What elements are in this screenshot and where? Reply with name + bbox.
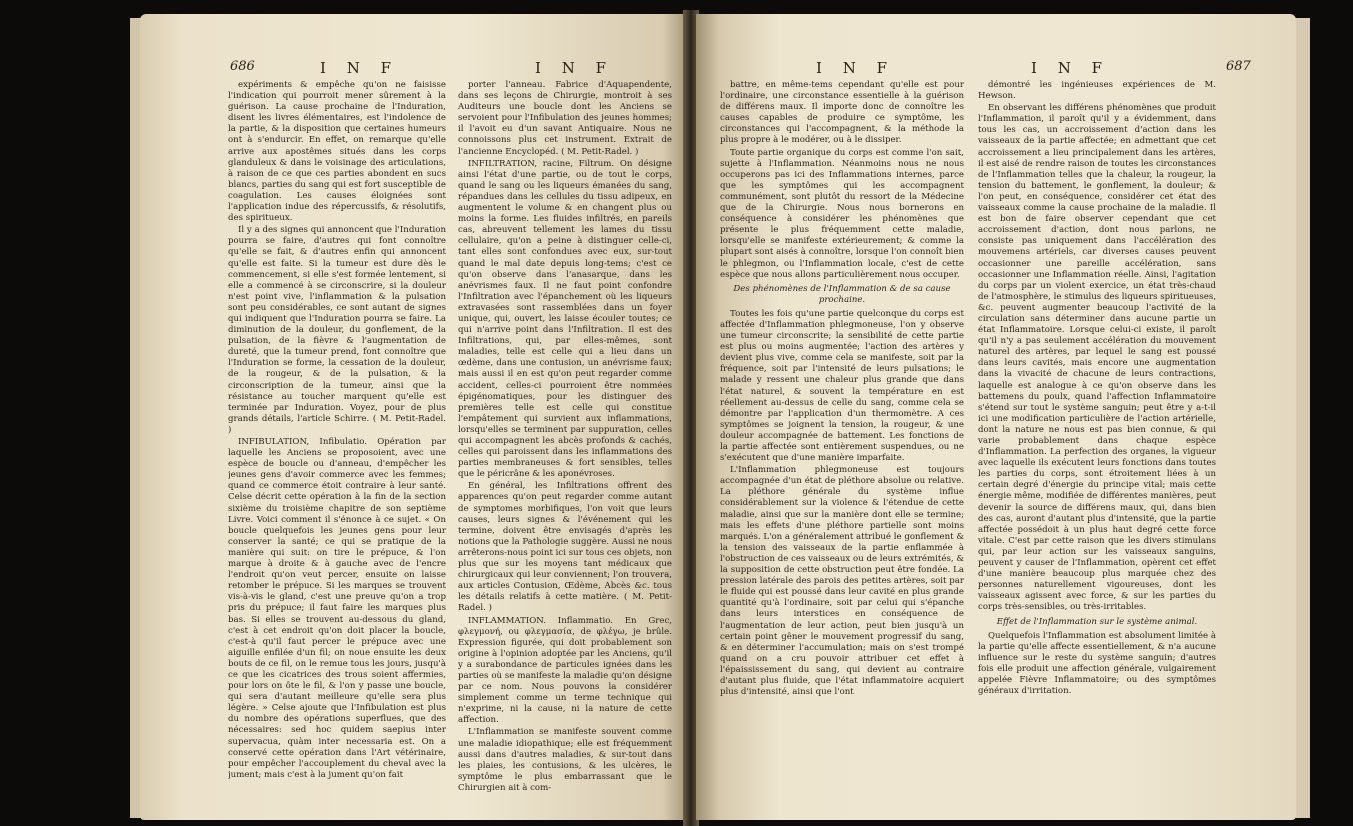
paragraph: L'Inflammation se manifeste souvent comme une maladie idiopathique; elle est fréquemment aussi dans d'autres maladies, & sur-tout dans les plaies, les contusions, & les ulcères, le symptôme le plus embarrassant que le Chirurgien ait à com- (458, 727, 672, 793)
paragraph: En observant les différens phénomènes que produit l'Inflammation, il paroît qu'il y a évidemment, dans tous les cas, un accroissement d'action dans les vaisseaux de la partie affectée; en admettant que cet accroissement a lieu principalement dans les artères, il est aisé de rendre raison de toutes les circonstances de l'Inflammation telles que la chaleur, la rougeur, la tension du battement, le gonflement, la douleur; & l'on peut, en conséquence, considérer cet état des vaisseaux comme la cause prochaine de la maladie. Il est bon de faire observer cependant que cet accroissement d'action, dont nous parlons, ne consiste pas uniquement dans l'accélération des mouvemens artériels, car diverses causes peuvent occasionner une pareille accélération, sans occasionner une Inflammation réelle. Ainsi, l'agitation du corps par un violent exercice, un état très-chaud de l'atmosphère, le stimulus des liqueurs spiritueuses, &c. peuvent augmenter beaucoup l'activité de la circulation sans déterminer dans aucune partie un état Inflammatoire. Lorsque celui-ci existe, il paroît qu'il n'y a pas seulement accélération du mouvement naturel des artères, par lequel le sang est poussé dans leurs cavités, mais encore une augmentation dans la vivacité de chacune de leurs contractions, laquelle est analogue à ce qu'on observe dans les battemens du poulx, quand l'affection Inflammatoire s'étend sur tout le système sanguin; peut être y a-t-il ici une modification particulière de l'action artérielle, dont la nature ne nous est pas bien connue, & qui varie probablement dans chaque espèce d'Inflammation. La perfection des organes, la vigueur avec laquelle ils exécutent leurs fonctions dans toutes les parties du corps, sont étroitement liées à un certain degré d'énergie du principe vital; mais cette énergie même, modifiée de différentes manières, peut devenir la source de différens maux, qui, dans bien des cas, auront d'autant plus d'intensité, que la partie affectée possédoit à un plus haut degré cette force vitale. C'est par cette raison que les divers stimulans qui, par leur action sur les vaisseaux sanguins, peuvent y causer de l'Inflammation, opèrent cet effet d'une manière beaucoup plus marquée chez des personnes naturellement vigoureuses, dont les vaisseaux agissent avec force, & sur les parties du corps très-sensibles, ou très-irritables. (978, 103, 1216, 613)
left-page (140, 14, 685, 820)
paragraph: INFILTRATION, racine, Filtrum. On désigne ainsi l'état d'une partie, ou de tout le corps, quand le sang ou les liqueurs émanées du sang, répandues dans les cellules du tissu adipeux, en augmentent le volume & en changent plus ou moins la forme. Les fluides infiltrés, en pareils cas, abreuvent tellement les lames du tissu cellulaire, qu'on a peine à distinguer celle-ci, tant elles sont confondues avec eux, sur-tout quand le mal date depuis long-tems; c'est ce qu'on observe dans l'anasarque, dans les anévrismes faux. Il ne faut point confondre l'Infiltration avec l'épanchement où les liqueurs extravasées sont rassemblées dans un foyer unique, qui, ouvert, les laisse écouler toutes; ce qui n'arrive point dans l'Infiltration. Il est des Infiltrations, qui, par elles-mêmes, sont maladies, telle est celle qui a lieu dans un œdème, dans une contusion, un anévrisme faux; mais aussi il en est qu'on peut regarder comme accident, celles-ci pourroient être nommées épigénomatiques, pour les distinguer des premières telle est celle qui constitue l'empâtement qui survient aux inflammations, lorsqu'elles se terminent par suppuration, celles qui accompagnent les abcès profonds & cachés, celles qui paroissent dans les inflammations des parties membraneuses & fort sensibles, telles que le péricrâne & les aponévroses. (458, 158, 672, 480)
right-column-1 (720, 80, 964, 802)
section-heading: Des phénomènes de l'Inflammation & de sa cause prochaine. (733, 283, 951, 305)
section-heading: Effet de l'Inflammation sur le système animal. (996, 616, 1198, 627)
right-page (696, 14, 1296, 820)
left-column-2 (458, 80, 672, 802)
right-header-left: I N F (816, 59, 895, 77)
paragraph: Il y a des signes qui annoncent que l'Induration pourra se faire, d'autres qui font connoître qu'elle se fait, & d'autres enfin qui annoncent qu'elle est faite. Si la tumeur est dure dès le commencement, si elle s'est formée lentement, si elle a commencé à se circonscrire, si la douleur n'est point vive, l'inflammation & la pulsation sont peu considérables, ce sont autant de signes qui indiquent que l'Induration pourra se faire. La diminution de la douleur, du gonflement, de la pulsation, de la fièvre & l'augmentation de dureté, que la tumeur prend, font connoître que l'Induration se forme, la cessation de la douleur, de la rougeur, & de la pulsation, & la circonscription de la tumeur, ainsi que la résistance au toucher marquent qu'elle est terminée par Induration. Voyez, pour de plus grands détails, l'article Schirre. ( M. Petit-Radel. ) (228, 225, 446, 435)
left-header-center: I N F (535, 59, 614, 77)
paragraph: Quelquefois l'Inflammation est absolument limitée à la partie qu'elle affecte essentiellement, & n'a aucune influence sur le reste du système sanguin; d'autres fois elle produit une affection générale, vulgairement appelée Fièvre Inflammatoire; ou des symptômes généraux d'irritation. (978, 630, 1216, 697)
left-page-number: 686 (230, 59, 255, 74)
paragraph: expériments & empêche qu'on ne faisisse l'indication qui pourroit mener sûrement à la guérison. La cause prochaine de l'Induration, disent les livres élémentaires, est l'indolence de la partie, & la disposition que certaines humeurs ont à s'endurcir. En effet, on remarque qu'elle arrive aux apostêmes situés dans les corps glanduleux & dans le voisinage des articulations, à raison de ce que ces parties abondent en sucs blancs, parties du sang qui est fort susceptible de coagulation. Les causes éloignées sont l'application indue des répercussifs, & résolutifs, des spiritueux. (228, 80, 446, 224)
paragraph: En général, les Infiltrations offrent des apparences qu'on peut regarder comme autant de symptomes morbifiques, l'on voit que leurs causes, leurs signes & l'événement qui les termine, doivent être envisagés d'après les notions que la Pathologie suggère. Aussi ne nous arrêterons-nous point ici sur tous ces objets, non plus que sur les moyens tant médicaux que chirurgicaux qui leur conviennent; l'on trouvera, aux articles Contusion, Œdème, Abcès &c. tous les détails relatifs à cette matière. ( M. Petit-Radel. ) (458, 481, 672, 614)
left-column-1 (228, 80, 446, 802)
paragraph: INFLAMMATION. Inflammatio. En Grec, φλεγμονή, ou φλεγμασία, de φλέγω, je brûle. Expression figurée, qui doit probablement son origine à l'opinion adoptée par les Anciens, qu'il y a surabondance de particules ignées dans les parties où se manifeste la maladie qu'on désigne par ce nom. Nous pouvons la considérer simplement comme un terme technique qui n'exprime, ni la cause, ni la nature de cette affection. (458, 615, 672, 726)
paragraph: démontré les ingénieuses expériences de M. Hewson. (978, 80, 1216, 102)
paragraph: Toute partie organique du corps est comme l'on sait, sujette à l'Inflammation. Néanmoins nous ne nous occuperons pas ici des Inflammations internes, parce que les symptômes qui les accompagnent communément, sont plutôt du ressort de la Médecine que de la Chirurgie. Nous nous bornerons en conséquence à considérer les phénomènes que présente le plus fréquemment cette maladie, lorsqu'elle se manifeste extérieurement; & comme la plupart sont aisés à connoître, lorsque l'on connoît bien le phlegmon, ou l'Inflammation locale, c'est de cette espèce que nous allons particulièrement nous occuper. (720, 147, 964, 280)
paragraph: battre, en même-tems cependant qu'elle est pour l'ordinaire, une circonstance essentielle à la guérison de différens maux. Il importe donc de connoître les causes capables de produire ce symptôme, les circonstances qui l'accompagnent, & la méthode la plus propre à le modérer, ou à le dissiper. (720, 80, 964, 146)
right-header-center: I N F (1031, 59, 1110, 77)
paragraph: porter l'anneau. Fabrice d'Aquapendente, dans ses leçons de Chirurgie, montroit à ses Auditeurs une boucle dont les Anciens se servoient pour l'Infibulation des jeunes hommes; il l'avoit eu d'un savant Antiquaire. Nous ne connoissons plus cet instrument. Extrait de l'ancienne Encyclopéd. ( M. Petit-Radel. ) (458, 80, 672, 157)
right-column-2 (978, 80, 1216, 802)
right-page-number: 687 (1226, 59, 1251, 74)
paragraph: Toutes les fois qu'une partie quelconque du corps est affectée d'Inflammation phlegmoneuse, l'on y observe une tumeur circonscrite; la sensibilité de cette partie est plus ou moins augmentée; l'action des artères y devient plus vive, comme cela se manifeste, soit par la fréquence, soit par l'intensité de leurs pulsations; le malade y ressent une chaleur plus grande que dans l'état naturel, & souvent la température en est réellement au-dessus de celle du sang, comme cela se démontre par l'application d'un thermomètre. A ces symptômes se joignent la tension, la rougeur, & une douleur accompagnée de battement. Les fonctions de la partie affectée sont entièrement suspendues, ou ne s'exécutent que d'une manière imparfaite. (720, 308, 964, 464)
left-header-left: I N F (320, 59, 399, 77)
paragraph: L'Inflammation phlegmoneuse est toujours accompagnée d'un état de pléthore absolue ou relative. La pléthore générale du système influe considérablement sur la violence & l'étendue de cette maladie, ainsi que sur la manière dont elle se termine; mais les effets d'une pléthore partielle sont moins marqués. L'on a généralement attribué le gonflement & la tension des vaisseaux de la partie enflammée à l'obstruction de ces vaisseaux ou de leurs extrémités, & la supposition de cette obstruction peut être fondée. La pression latérale des parois des petites artères, soit par le fluide qui est poussé dans leur cavité en plus grande quantité qu'à l'ordinaire, soit par celui qui s'épanche dans leurs interstices en conséquence de l'augmentation de leur action, peut bien jusqu'à un certain point gêner le mouvement progressif du sang, & en déterminer l'accumulation; mais on s'est trompé quand on a cru pouvoir attribuer cet effet à l'épaississement du sang, qui devient au contraire d'autant plus fluide, que l'état inflammatoire acquiert plus d'intensité, ainsi que l'ont (720, 465, 964, 698)
paragraph: INFIBULATION, Infibulatio. Opération par laquelle les Anciens se proposoient, avec une espèce de boucle ou d'anneau, d'empêcher les jeunes gens d'avoir commerce avec les femmes; quand ce commerce étoit contraire à leur santé. Celse décrit cette opération à la fin de la section sixième du troisième chapitre de son septième Livre. Voici comment il s'énonce à ce sujet. « On boucle quelquefois les jeunes gens pour leur conserver la santé; ce qui se pratique de la manière qui suit: on tire le prépuce, & l'on marque à droite & à gauche avec de l'encre l'endroit qu'on veut percer, ensuite on laisse retomber le prépuce. Si les marques se trouvent vis-à-vis le gland, c'est une preuve qu'on a trop pris du prépuce; il faut faire les marques plus bas. Si elles se trouvent au-dessous du gland, c'est à cet endroit qu'on doit placer la boucle, c'est-à qu'il faut percer le prépuce avec une aiguille enfilée d'un fil; on noue ensuite les deux bouts de ce fil, on le remue tous les jours, jusqu'à ce que les cicatrices des trous soient affermies, pour lors on ôte le fil, & l'on y passe une boucle, qui sera d'autant meilleure qu'elle sera plus légère. » Celse ajoute que l'Infibulation est plus du nombre des opérations superflues, que des nécessaires: sed hoc quidem saepius inter supervacua, quàm inter necessaria est. On a conservé cette opération dans l'Art vétérinaire, pour empêcher l'accouplement du cheval avec la jument; mais c'est à la jument qu'on fait (228, 437, 446, 780)
